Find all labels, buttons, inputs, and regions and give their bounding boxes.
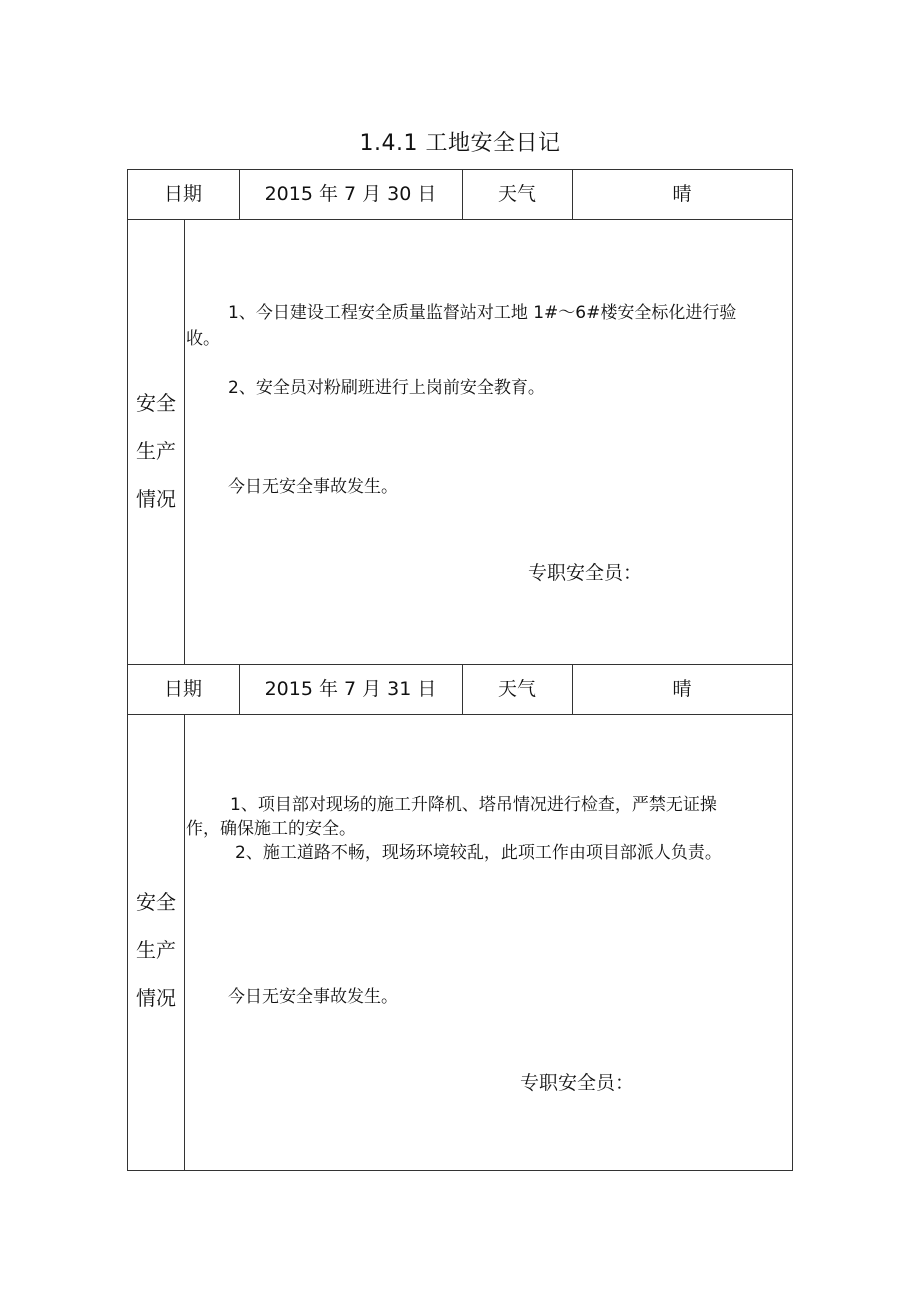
section-label-line: 安全	[136, 890, 176, 914]
date-label: 日期	[163, 183, 202, 205]
safety-officer-signature: 专职安全员：	[520, 1072, 635, 1094]
safety-officer-signature: 专职安全员：	[528, 562, 643, 584]
page-title: 1.4.1 工地安全日记	[359, 131, 561, 156]
table-border	[184, 714, 185, 1170]
item-1-line-1: 1、项目部对现场的施工升降机、塔吊情况进行检查，严禁无证操	[230, 795, 717, 815]
date-value: 2015 年 7 月 30 日	[264, 183, 437, 205]
section-label-line: 生产	[136, 938, 176, 962]
weather-label: 天气	[497, 183, 536, 205]
table-border	[127, 169, 793, 170]
item-2: 2、安全员对粉刷班进行上岗前安全教育。	[228, 378, 545, 398]
section-label-line: 情况	[136, 487, 176, 511]
item-2: 2、施工道路不畅，现场环境较乱，此项工作由项目部派人负责。	[235, 843, 722, 863]
section-label-line: 情况	[136, 986, 176, 1010]
section-label	[128, 878, 184, 1022]
table-border	[792, 169, 793, 1171]
item-1-line-2: 作，确保施工的安全。	[186, 819, 356, 839]
table-border	[127, 714, 793, 715]
section-label-line: 安全	[136, 391, 176, 415]
date-label: 日期	[163, 678, 202, 700]
section-label-line: 生产	[136, 439, 176, 463]
table-border	[184, 219, 185, 664]
weather-label: 天气	[497, 678, 536, 700]
date-value: 2015 年 7 月 31 日	[264, 678, 437, 700]
no-accident-note: 今日无安全事故发生。	[228, 987, 398, 1007]
section-label	[128, 379, 184, 523]
weather-value: 晴	[672, 183, 692, 205]
item-1-line-2: 收。	[186, 329, 220, 349]
weather-value: 晴	[672, 678, 692, 700]
item-1-line-1: 1、今日建设工程安全质量监督站对工地 1#～6#楼安全标化进行验	[228, 303, 737, 323]
table-border	[127, 1170, 793, 1171]
table-border	[127, 664, 793, 665]
no-accident-note: 今日无安全事故发生。	[228, 477, 398, 497]
table-border	[127, 219, 793, 220]
